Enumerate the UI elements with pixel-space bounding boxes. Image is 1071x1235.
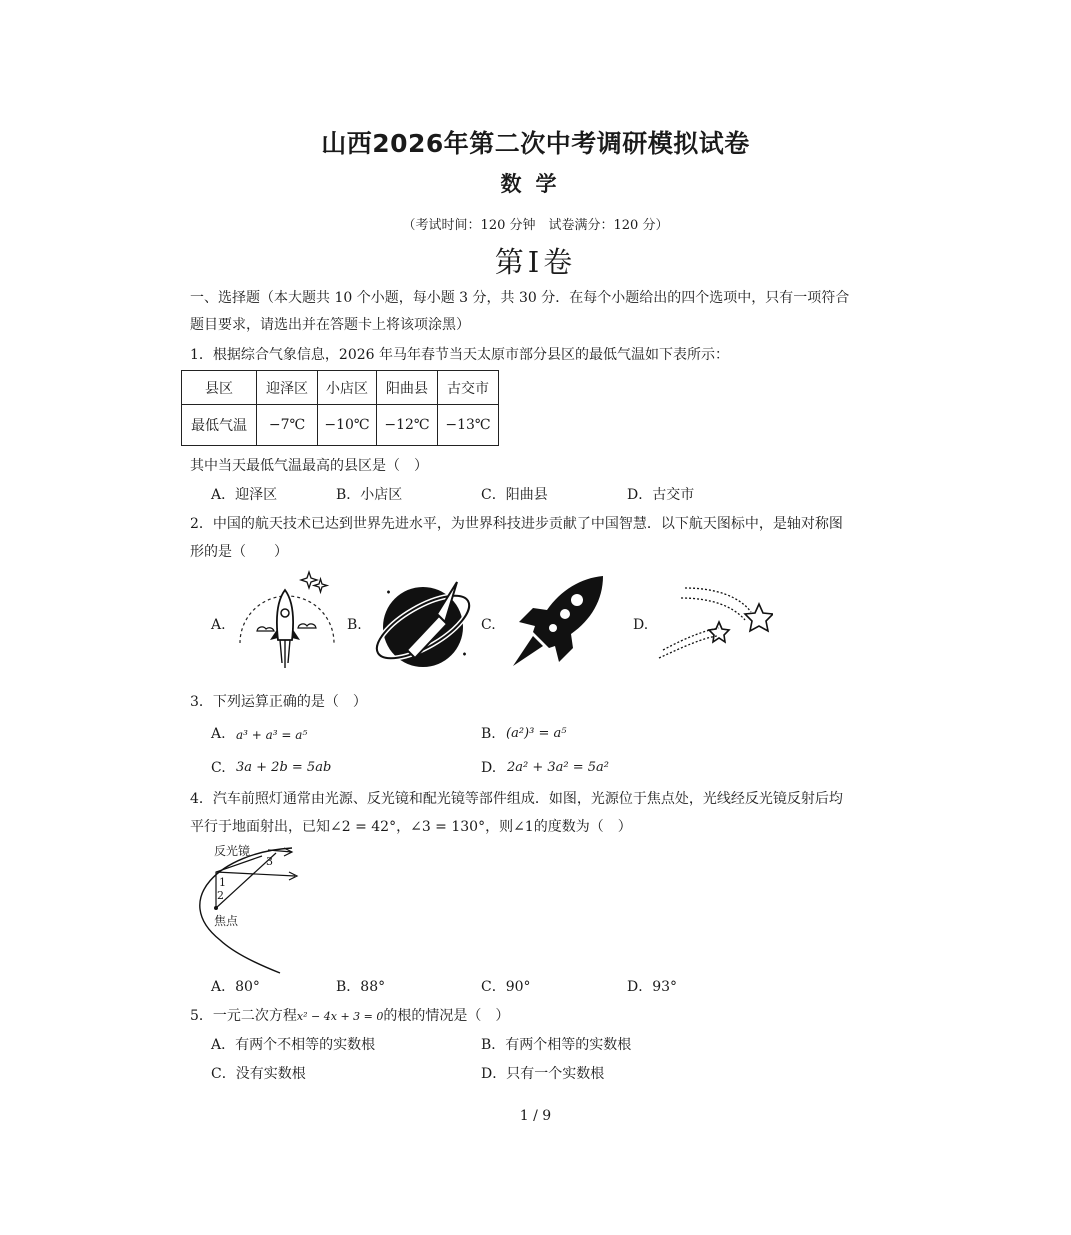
q4-option-c: C．90° — [481, 979, 531, 995]
rocket-silhouette-icon — [503, 574, 607, 670]
table-cell: −7℃ — [257, 405, 318, 446]
rocket-launch-icon — [232, 568, 342, 680]
table-header-cell: 县区 — [182, 371, 257, 405]
q3-label-d: D. — [481, 760, 497, 776]
q5-option-c: C．没有实数根 — [211, 1066, 306, 1082]
q3-option-b: (a²)³ = a⁵ — [506, 726, 567, 741]
q2-stem-line2: 形的是（ ） — [190, 544, 288, 560]
section-instructions-line1: 一、选择题（本大题共 10 个小题，每小题 3 分，共 30 分．在每个小题给出的四个选项中，只有一项符合 — [190, 290, 850, 306]
table-cell: −13℃ — [438, 405, 499, 446]
q4-option-b: B．88° — [336, 979, 386, 995]
section-instructions-line2: 题目要求，请选出并在答题卡上将该项涂黑） — [190, 317, 470, 333]
q1-option-b: B．小店区 — [336, 487, 403, 503]
q5-equation: x² − 4x + 3 = 0 — [296, 1010, 384, 1023]
q4-option-d: D．93° — [627, 979, 678, 995]
q2-label-d: D. — [633, 617, 649, 633]
angle-2-label: 2 — [217, 889, 224, 902]
q2-stem-line1: 2．中国的航天技术已达到世界先进水平，为世界科技进步贡献了中国智慧．以下航天图标中，是轴对称图 — [190, 516, 843, 532]
q5-option-a: A．有两个不相等的实数根 — [211, 1037, 376, 1053]
focus-label: 焦点 — [214, 914, 239, 928]
q5-stem-pre: 5．一元二次方程 — [190, 1008, 297, 1024]
table-cell: −10℃ — [318, 405, 377, 446]
q5-stem-post: 的根的情况是（ ） — [383, 1008, 510, 1024]
mirror-label: 反光镜 — [214, 844, 251, 858]
table-header-cell: 小店区 — [318, 371, 377, 405]
rocket-planet-icon — [367, 572, 479, 674]
headlight-diagram — [180, 840, 310, 975]
q1-option-a: A．迎泽区 — [211, 487, 278, 503]
q5-option-b: B．有两个相等的实数根 — [481, 1037, 632, 1053]
exam-info: （考试时间：120 分钟 试卷满分：120 分） — [402, 218, 669, 233]
q3-option-c: 3a + 2b = 5ab — [236, 760, 332, 775]
q4-stem-line2: 平行于地面射出，已知∠2 = 42°，∠3 = 130°，则∠1的度数为（ ） — [190, 819, 632, 835]
subject-title: 数学 — [500, 172, 571, 196]
q3-option-d: 2a² + 3a² = 5a² — [507, 760, 610, 775]
q3-label-a: A. — [211, 726, 226, 742]
q3-stem: 3．下列运算正确的是（ ） — [190, 694, 367, 710]
q3-option-a: a³ + a³ = a⁵ — [236, 728, 308, 742]
q2-label-a: A. — [211, 617, 226, 633]
table-header-cell: 迎泽区 — [257, 371, 318, 405]
table-header-cell: 古交市 — [438, 371, 499, 405]
shooting-stars-icon — [655, 578, 773, 670]
q1-option-c: C．阳曲县 — [481, 487, 548, 503]
exam-title: 山西2026年第二次中考调研模拟试卷 — [321, 129, 750, 158]
q2-label-b: B. — [347, 617, 362, 633]
q2-label-c: C. — [481, 617, 496, 633]
q1-question: 其中当天最低气温最高的县区是（ ） — [190, 458, 428, 474]
q3-label-c: C. — [211, 760, 226, 776]
q4-option-a: A．80° — [211, 979, 260, 995]
table-cell: −12℃ — [377, 405, 438, 446]
table-header-cell: 阳曲县 — [377, 371, 438, 405]
q1-stem: 1．根据综合气象信息，2026 年马年春节当天太原市部分县区的最低气温如下表所示： — [190, 347, 729, 363]
page-number: 1 / 9 — [519, 1108, 552, 1124]
q3-label-b: B. — [481, 726, 496, 742]
angle-3-label: 3 — [266, 855, 273, 868]
volume-title: 第Ⅰ卷 — [494, 245, 577, 279]
q4-stem-line1: 4．汽车前照灯通常由光源、反光镜和配光镜等部件组成．如图，光源位于焦点处，光线经反光镜反射后均 — [190, 791, 843, 807]
angle-1-label: 1 — [219, 876, 226, 889]
temperature-table — [181, 370, 499, 446]
q5-option-d: D．只有一个实数根 — [481, 1066, 605, 1082]
q5-stem — [190, 1005, 509, 1025]
table-cell: 最低气温 — [182, 405, 257, 446]
q1-option-d: D．古交市 — [627, 487, 695, 503]
